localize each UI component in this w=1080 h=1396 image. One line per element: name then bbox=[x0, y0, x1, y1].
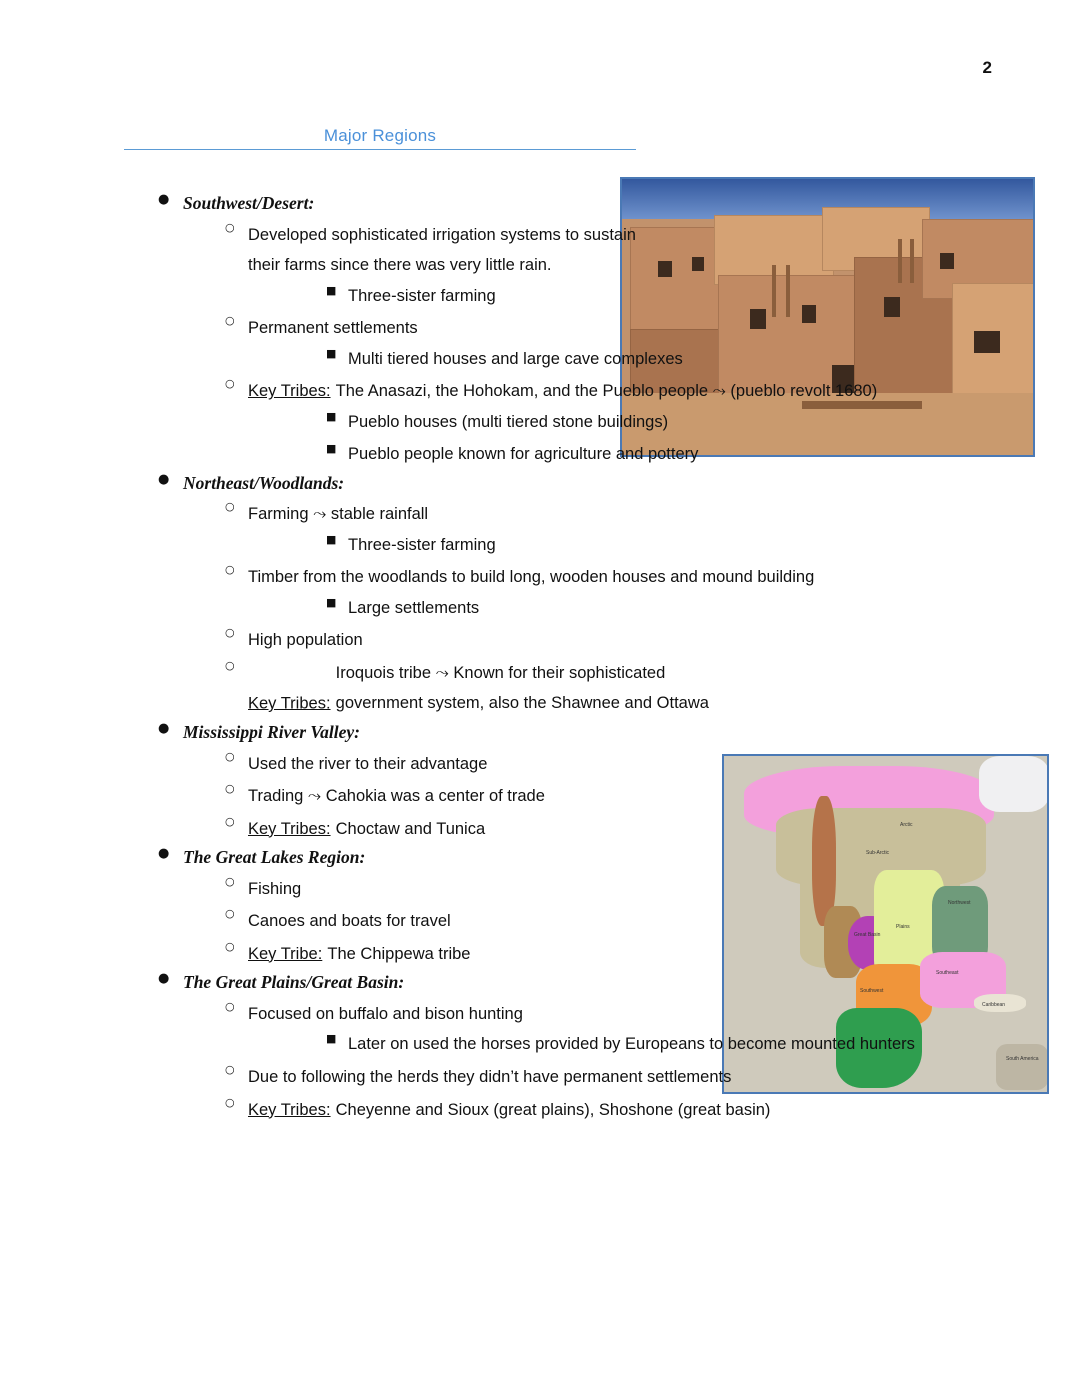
bullet-text: Cheyenne and Sioux (great plains), Shoshone (great basin) bbox=[335, 1100, 771, 1119]
map-label-caribbean: Caribbean bbox=[982, 1002, 1006, 1008]
bullet-text: Pueblo people known for agriculture and pottery bbox=[348, 445, 699, 464]
list-item bbox=[183, 906, 960, 937]
list-item bbox=[183, 1095, 960, 1126]
list-item bbox=[183, 939, 960, 970]
outline-level-2 bbox=[183, 220, 960, 470]
list-item bbox=[183, 999, 960, 1060]
section-label: Mississippi River Valley: bbox=[183, 721, 360, 742]
map-label-plains: Plains bbox=[896, 924, 910, 930]
outline-level-1 bbox=[140, 192, 960, 1125]
bullet-text: The Chippewa tribe bbox=[327, 944, 471, 963]
list-item bbox=[183, 562, 960, 623]
bullet-text: Permanent settlements bbox=[248, 319, 418, 338]
bullet-text: Used the river to their advantage bbox=[248, 754, 488, 773]
outline-level-2 bbox=[183, 999, 960, 1125]
section-label: The Great Lakes Region: bbox=[183, 847, 366, 868]
section-label: The Great Plains/Great Basin: bbox=[183, 972, 405, 993]
map-label-southeast: Southeast bbox=[936, 970, 959, 976]
bullet-text: Later on used the horses provided by Europeans to become mounted hunters bbox=[348, 1035, 915, 1054]
map-label-arctic: Arctic bbox=[900, 822, 913, 828]
bullet-text: The Anasazi, the Hohokam, and the Pueblo people ⤳ (pueblo revolt 1680) bbox=[335, 382, 878, 401]
key-tribes-label: Key Tribes: bbox=[248, 1100, 331, 1119]
list-item bbox=[248, 439, 960, 470]
list-item bbox=[183, 749, 960, 780]
bullet-text: Pueblo houses (multi tiered stone buildings) bbox=[348, 412, 669, 431]
bullet-text: Choctaw and Tunica bbox=[335, 819, 486, 838]
bullet-text: Three-sister farming bbox=[348, 535, 496, 554]
outline-level-3 bbox=[248, 593, 960, 624]
bullet-text: Trading ⤳ Cahokia was a center of trade bbox=[248, 787, 545, 806]
list-item bbox=[248, 1029, 960, 1060]
list-item bbox=[183, 1062, 960, 1093]
list-item-southwest bbox=[140, 192, 960, 470]
bullet-text: Three-sister farming bbox=[348, 286, 496, 305]
bullet-text: Timber from the woodlands to build long, wooden houses and mound building bbox=[248, 568, 815, 587]
list-item bbox=[248, 281, 960, 312]
list-item-mississippi bbox=[140, 721, 960, 844]
bullet-text: Iroquois tribe ⤳ Known for their sophisticated government system, also the Shawnee and Ottawa bbox=[335, 663, 709, 713]
key-tribes-label: Key Tribe: bbox=[248, 944, 323, 963]
bullet-text: Due to following the herds they didn’t have permanent settlements bbox=[248, 1067, 732, 1086]
key-tribes-label: Key Tribes: bbox=[248, 382, 331, 401]
list-item bbox=[183, 313, 960, 374]
window bbox=[974, 331, 1000, 353]
list-item bbox=[248, 593, 960, 624]
outline-level-3 bbox=[248, 281, 960, 312]
bullet-text: Focused on buffalo and bison hunting bbox=[248, 1004, 523, 1023]
heading-divider bbox=[124, 149, 636, 150]
notes-outline bbox=[140, 192, 960, 1127]
section-label: Northeast/Woodlands: bbox=[183, 472, 345, 493]
list-item bbox=[183, 625, 960, 656]
greenland-region bbox=[979, 756, 1049, 812]
page-number: 2 bbox=[982, 58, 992, 77]
bullet-text: High population bbox=[248, 631, 363, 650]
key-tribes-label: Key Tribes: bbox=[248, 694, 331, 713]
bullet-text: Multi tiered houses and large cave complexes bbox=[348, 349, 683, 368]
list-item-great-lakes bbox=[140, 846, 960, 969]
bullet-text: Farming ⤳ stable rainfall bbox=[248, 505, 429, 524]
bullet-text: Large settlements bbox=[348, 598, 480, 617]
map-label-northwest: Northwest bbox=[948, 900, 971, 906]
map-label-subarctic: Sub-Arctic bbox=[866, 850, 890, 856]
list-item bbox=[183, 874, 960, 905]
section-label: Southwest/Desert: bbox=[183, 193, 315, 213]
list-item bbox=[248, 344, 960, 375]
list-item bbox=[183, 376, 960, 470]
south-america-region bbox=[996, 1044, 1048, 1090]
outline-level-2 bbox=[183, 874, 960, 970]
outline-level-2 bbox=[183, 499, 960, 719]
page-title: Major Regions bbox=[323, 126, 437, 145]
list-item bbox=[183, 814, 960, 845]
bullet-text: Developed sophisticated irrigation systems to sustain their farms since there was very little rain. bbox=[248, 225, 636, 275]
outline-level-3 bbox=[248, 407, 960, 470]
bullet-text: Fishing bbox=[248, 879, 302, 898]
list-item bbox=[183, 781, 960, 812]
list-item-northeast bbox=[140, 472, 960, 719]
map-label-great-basin: Great Basin bbox=[854, 932, 881, 938]
list-item bbox=[183, 499, 960, 560]
map-label-south-america: South America bbox=[1006, 1056, 1039, 1062]
list-item-great-plains bbox=[140, 971, 960, 1125]
outline-level-3 bbox=[248, 344, 960, 375]
list-item bbox=[183, 220, 960, 312]
bullet-text: Canoes and boats for travel bbox=[248, 912, 451, 931]
list-item bbox=[248, 407, 960, 438]
outline-level-3 bbox=[248, 1029, 960, 1060]
section-heading bbox=[124, 126, 636, 150]
outline-level-3 bbox=[248, 530, 960, 561]
list-item bbox=[248, 530, 960, 561]
map-label-southwest: Southwest bbox=[860, 988, 884, 994]
list-item bbox=[183, 658, 960, 719]
outline-level-2 bbox=[183, 749, 960, 845]
key-tribes-label: Key Tribes: bbox=[248, 819, 331, 838]
